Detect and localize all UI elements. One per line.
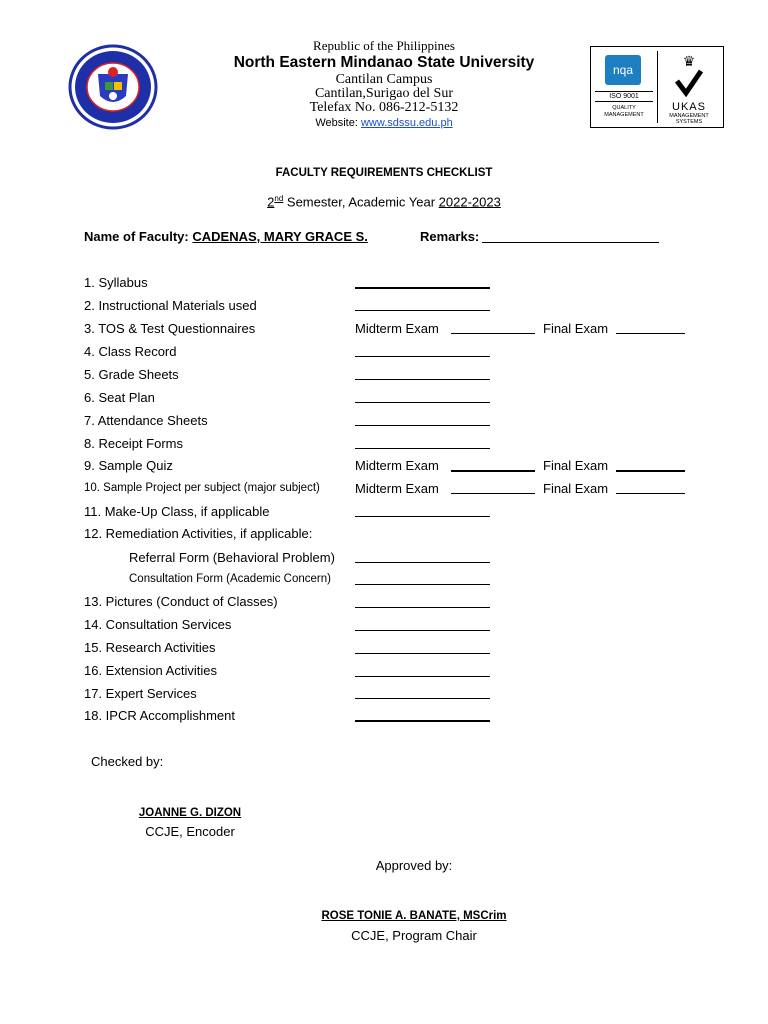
address-line: Cantilan,Surigao del Sur bbox=[314, 86, 454, 101]
item-receipt-forms: 8. Receipt Forms bbox=[84, 436, 183, 451]
checked-by-label: Checked by: bbox=[91, 754, 164, 769]
quiz-midterm-blank[interactable] bbox=[451, 470, 535, 472]
republic-line: Republic of the Philippines bbox=[313, 38, 455, 53]
website-link[interactable]: www.sdssu.edu.ph bbox=[360, 117, 453, 129]
item-tos-test: 3. TOS & Test Questionnaires bbox=[84, 321, 256, 336]
subitem-referral-form-blank[interactable] bbox=[355, 562, 490, 563]
subitem-referral-form: Referral Form (Behavioral Problem) bbox=[129, 550, 335, 565]
item-extension-activities-blank[interactable] bbox=[355, 676, 490, 677]
item-expert-services: 17. Expert Services bbox=[84, 686, 197, 701]
quality-management-label: QUALITY MANAGEMENT bbox=[604, 105, 644, 118]
iso-label: ISO 9001 bbox=[595, 91, 653, 102]
item-expert-services-blank[interactable] bbox=[355, 698, 490, 699]
approver-role: CCJE, Program Chair bbox=[351, 928, 477, 943]
semester-suffix: nd bbox=[274, 194, 284, 203]
item-seat-plan: 6. Seat Plan bbox=[84, 390, 155, 405]
item-extension-activities: 16. Extension Activities bbox=[84, 663, 217, 678]
certification-badges bbox=[590, 46, 724, 128]
item-consultation-services: 14. Consultation Services bbox=[84, 617, 232, 632]
tos-midterm-label: Midterm Exam bbox=[355, 321, 439, 336]
project-final-label: Final Exam bbox=[543, 481, 609, 496]
item-class-record: 4. Class Record bbox=[84, 344, 177, 359]
university-seal bbox=[68, 44, 158, 130]
item-sample-project: 10. Sample Project per subject (major subject) bbox=[84, 482, 320, 494]
item-instructional-materials: 2. Instructional Materials used bbox=[84, 298, 257, 313]
faculty-name: CADENAS, MARY GRACE S. bbox=[192, 229, 368, 244]
project-midterm-blank[interactable] bbox=[451, 493, 535, 494]
item-grade-sheets: 5. Grade Sheets bbox=[84, 367, 179, 382]
ukas-sub-label: MANAGEMENT SYSTEMS bbox=[669, 113, 709, 125]
semester-line bbox=[0, 194, 768, 209]
checker-role: CCJE, Encoder bbox=[145, 824, 235, 839]
item-attendance-sheets: 7. Attendance Sheets bbox=[84, 413, 208, 428]
item-instructional-materials-blank[interactable] bbox=[355, 310, 490, 311]
tos-final-blank[interactable] bbox=[616, 333, 685, 334]
website-label: Website: bbox=[315, 117, 361, 129]
item-make-up-class-blank[interactable] bbox=[355, 516, 490, 517]
telefax-line: Telefax No. 086-212-5132 bbox=[309, 100, 459, 115]
quiz-midterm-label: Midterm Exam bbox=[355, 458, 439, 473]
approved-by-label: Approved by: bbox=[375, 858, 453, 873]
subitem-consultation-form-blank[interactable] bbox=[355, 584, 490, 585]
website-line bbox=[200, 117, 568, 129]
item-make-up-class: 11. Make-Up Class, if applicable bbox=[84, 504, 270, 519]
crown-icon: ♛ bbox=[682, 53, 696, 69]
item-class-record-blank[interactable] bbox=[355, 356, 490, 357]
tos-midterm-blank[interactable] bbox=[451, 333, 535, 334]
tos-final-label: Final Exam bbox=[543, 321, 609, 336]
quiz-final-label: Final Exam bbox=[543, 458, 609, 473]
nqa-logo: nqa bbox=[605, 55, 641, 85]
checkmark-icon bbox=[674, 67, 704, 102]
ukas-label: UKAS bbox=[672, 101, 706, 113]
item-research-activities-blank[interactable] bbox=[355, 653, 490, 654]
item-grade-sheets-blank[interactable] bbox=[355, 379, 490, 380]
item-remediation: 12. Remediation Activities, if applicable: bbox=[84, 526, 313, 541]
remarks-blank[interactable] bbox=[482, 242, 659, 243]
project-final-blank[interactable] bbox=[616, 493, 685, 494]
item-receipt-forms-blank[interactable] bbox=[355, 448, 490, 449]
item-consultation-services-blank[interactable] bbox=[355, 630, 490, 631]
ukas-badge bbox=[657, 51, 720, 123]
item-seat-plan-blank[interactable] bbox=[355, 402, 490, 403]
approver-name: ROSE TONIE A. BANATE, MSCrim bbox=[321, 910, 507, 922]
quiz-final-blank[interactable] bbox=[616, 470, 685, 472]
item-ipcr: 18. IPCR Accomplishment bbox=[84, 708, 236, 723]
academic-year: 2022-2023 bbox=[438, 194, 501, 210]
item-attendance-sheets-blank[interactable] bbox=[355, 425, 490, 426]
page-title: FACULTY REQUIREMENTS CHECKLIST bbox=[275, 167, 493, 179]
item-sample-quiz: 9. Sample Quiz bbox=[84, 458, 173, 473]
item-syllabus: 1. Syllabus bbox=[84, 275, 148, 290]
subitem-consultation-form: Consultation Form (Academic Concern) bbox=[129, 573, 331, 585]
faculty-line bbox=[84, 229, 368, 244]
university-name: North Eastern Mindanao State University bbox=[233, 54, 535, 71]
checker-name: JOANNE G. DIZON bbox=[138, 807, 242, 819]
item-research-activities: 15. Research Activities bbox=[84, 640, 216, 655]
item-pictures: 13. Pictures (Conduct of Classes) bbox=[84, 594, 278, 609]
remarks-label: Remarks: bbox=[420, 229, 480, 244]
item-syllabus-blank[interactable] bbox=[355, 287, 490, 289]
semester-text: Semester, Academic Year bbox=[283, 194, 439, 210]
campus-line: Cantilan Campus bbox=[335, 72, 433, 87]
item-ipcr-blank[interactable] bbox=[355, 720, 490, 722]
nqa-badge bbox=[595, 51, 653, 123]
semester-number: 2 bbox=[267, 194, 275, 210]
faculty-label: Name of Faculty: bbox=[84, 229, 193, 244]
item-pictures-blank[interactable] bbox=[355, 607, 490, 608]
project-midterm-label: Midterm Exam bbox=[355, 481, 439, 496]
